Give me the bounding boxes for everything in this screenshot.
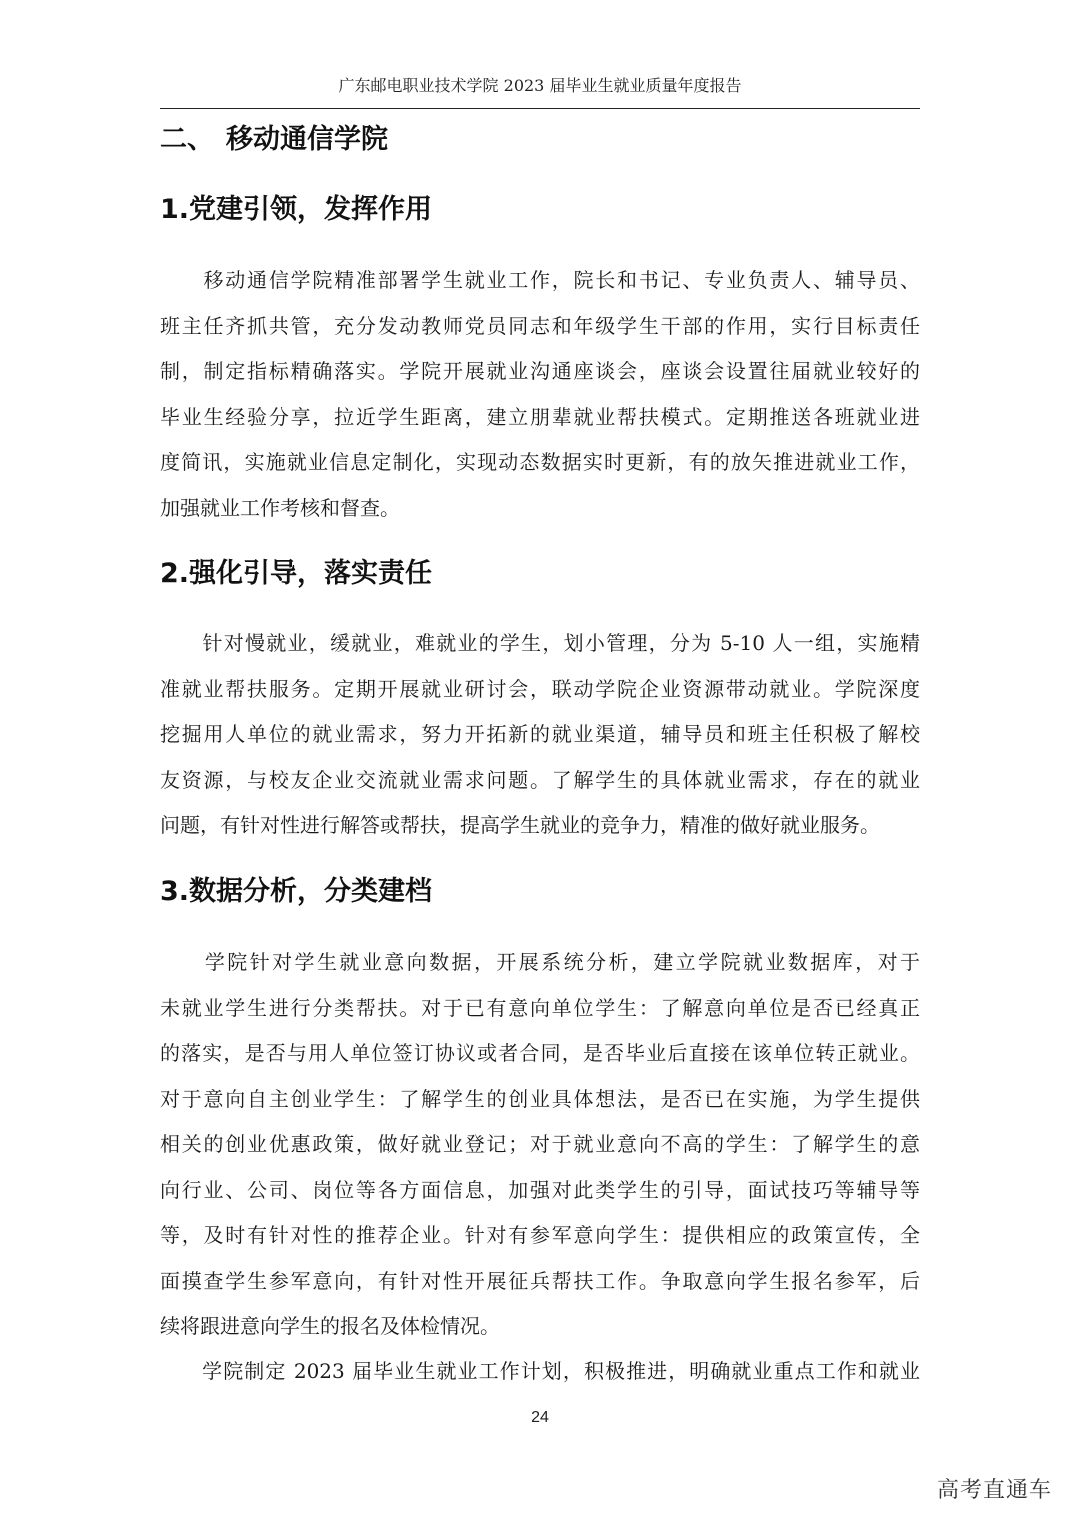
paragraph-line: 移动通信学院精准部署学生就业工作，院长和书记、专业负责人、辅导员、 — [160, 268, 920, 292]
subsection-heading: 1.党建引领，发挥作用 — [160, 194, 433, 225]
paragraph-line: 毕业生经验分享，拉近学生距离，建立朋辈就业帮扶模式。定期推送各班就业进 — [160, 404, 920, 429]
section-title-text: 移动通信学院 — [226, 124, 388, 155]
paragraph-line: 加强就业工作考核和督查。 — [160, 495, 400, 520]
paragraph-line: 问题，有针对性进行解答或帮扶，提高学生就业的竞争力，精准的做好就业服务。 — [160, 813, 880, 837]
section-number: 二、 — [160, 124, 214, 155]
paragraph-line: 度简讯，实施就业信息定制化，实现动态数据实时更新，有的放矢推进就业工作， — [160, 450, 920, 474]
paragraph — [160, 940, 920, 1350]
paragraph-line: 续将跟进意向学生的报名及体检情况。 — [160, 1314, 500, 1338]
page-number: 24 — [531, 1409, 549, 1426]
paragraph-line: 面摸查学生参军意向，有针对性开展征兵帮扶工作。争取意向学生报名参军，后 — [160, 1268, 920, 1293]
watermark-text: 高考直通车 — [936, 1478, 1052, 1503]
paragraph-line: 准就业帮扶服务。定期开展就业研讨会，联动学院企业资源带动就业。学院深度 — [160, 676, 920, 701]
subsection-heading: 3.数据分析，分类建档 — [160, 876, 433, 907]
subsection-heading: 2.强化引导，落实责任 — [160, 558, 433, 589]
paragraph-line: 向行业、公司、岗位等各方面信息，加强对此类学生的引导，面试技巧等辅导等 — [160, 1177, 920, 1202]
paragraph — [160, 621, 920, 849]
paragraph-line: 制，制定指标精确落实。学院开展就业沟通座谈会，座谈会设置往届就业较好的 — [160, 359, 920, 383]
page-header: 广东邮电职业技术学院 2023 届毕业生就业质量年度报告 — [338, 76, 742, 95]
paragraph-line: 未就业学生进行分类帮扶。对于已有意向单位学生：了解意向单位是否已经真正 — [160, 995, 920, 1020]
paragraph-line: 相关的创业优惠政策，做好就业登记；对于就业意向不高的学生：了解学生的意 — [160, 1132, 920, 1156]
paragraph-line: 学院针对学生就业意向数据，开展系统分析，建立学院就业数据库，对于 — [160, 950, 920, 974]
paragraph-line: 班主任齐抓共管，充分发动教师党员同志和年级学生干部的作用，实行目标责任 — [160, 313, 920, 338]
paragraph-line: 的落实，是否与用人单位签订协议或者合同，是否毕业后直接在该单位转正就业。 — [160, 1041, 920, 1065]
paragraph-line: 学院制定 2023 届毕业生就业工作计划，积极推进，明确就业重点工作和就业 — [160, 1359, 920, 1383]
section-title — [160, 118, 388, 162]
paragraph-line: 挖掘用人单位的就业需求，努力开拓新的就业渠道，辅导员和班主任积极了解校 — [160, 722, 920, 746]
paragraph-line: 针对慢就业，缓就业，难就业的学生，划小管理，分为 5-10 人一组，实施精 — [160, 631, 920, 655]
paragraph-line: 友资源，与校友企业交流就业需求问题。了解学生的具体就业需求，存在的就业 — [160, 767, 920, 792]
header-divider — [160, 108, 920, 109]
paragraph — [160, 1349, 920, 1395]
paragraph-line: 对于意向自主创业学生：了解学生的创业具体想法，是否已在实施，为学生提供 — [160, 1086, 920, 1111]
paragraph-line: 等，及时有针对性的推荐企业。针对有参军意向学生：提供相应的政策宣传，全 — [160, 1223, 920, 1247]
paragraph — [160, 258, 920, 531]
